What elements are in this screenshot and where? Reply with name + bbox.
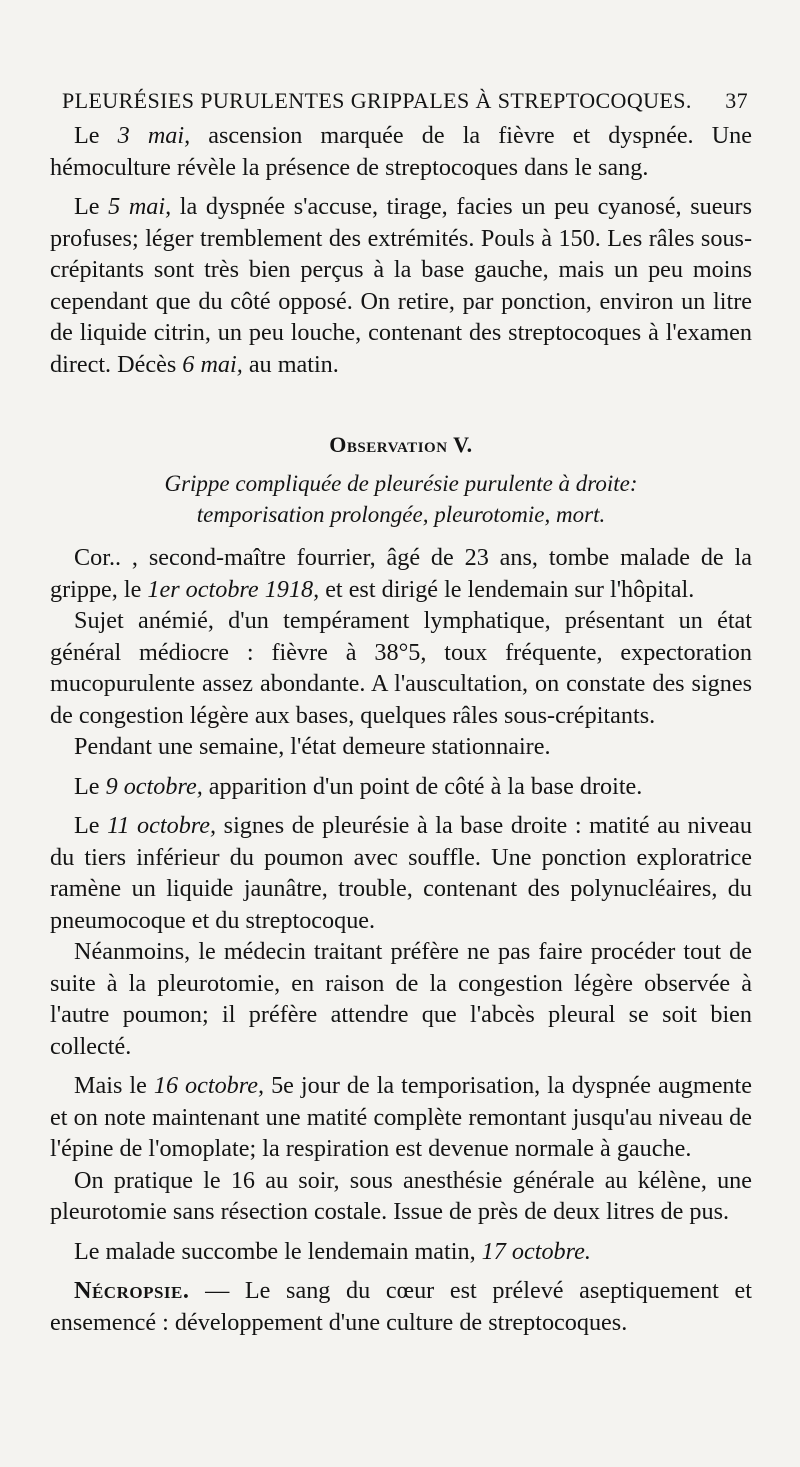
necropsy-label: Nécropsie. xyxy=(74,1277,190,1304)
date-5-mai: 5 mai, xyxy=(108,193,172,220)
paragraph-patient-intro xyxy=(50,542,752,605)
date-3-mai: 3 mai, xyxy=(117,122,191,149)
date-17-octobre: 17 octobre. xyxy=(481,1237,591,1265)
paragraph-necropsie xyxy=(50,1275,752,1338)
date-9-octobre: 9 octobre, xyxy=(105,772,203,800)
paragraph-text: et est dirigé le lendemain sur l'hôpital. xyxy=(319,575,695,603)
observation-heading: Observation V. xyxy=(329,432,473,457)
paragraph-pleurotomie: On pratique le 16 au soir, sous anesthésie générale au kélène, une pleurotomie sans résection costale. Issue de près de deux litres de pus. xyxy=(50,1166,752,1225)
paragraph-text: — Le sang du cœur est prélevé aseptiquement et ensemencé : développement d'une culture de streptocoques. xyxy=(50,1277,752,1336)
paragraph-11-octobre: Le 11 octobre, signes de pleurésie à la base droite : matité au niveau du tiers inférieur du poumon avec souffle. Une ponction exploratrice ramène un liquide jaunâtre, trouble, contenant des polynucléaires, du pneumocoque et du streptocoque. xyxy=(50,812,753,934)
page-number: 37 xyxy=(725,88,748,113)
running-header xyxy=(62,88,752,114)
paragraph-text: signes de pleurésie à la base droite : matité au niveau du tiers inférieur du poumon avec souffle. Une ponction exploratrice ramène un liquide jaunâtre, trouble, contenant des polynucléaires, du pneumocoque et du streptocoque. xyxy=(50,812,753,934)
running-title: PLEURÉSIES PURULENTES GRIPPALES À STREPTOCOQUES. xyxy=(62,88,692,113)
observation-subtitle xyxy=(50,468,752,530)
paragraph-text: au matin. xyxy=(242,350,339,378)
paragraph-text: apparition d'un point de côté à la base droite. xyxy=(202,772,643,800)
subtitle-line-2: temporisation prolongée, pleurotomie, mort. xyxy=(196,502,606,527)
paragraph-5-mai: Le 5 mai, la dyspnée s'accuse, tirage, facies un peu cyanosé, sueurs profuses; léger tremblement des extrémités. Pouls à 150. Les râles sous-crépitants sont très bien perçus à la base gauche, mais un peu moins cependant que du côté opposé. On retire, par ponction, environ un litre de liquide citrin, un peu louche, contenant des streptocoques à l'examen direct. Décès 6 mai, au matin. xyxy=(50,193,753,378)
date-16-octobre: 16 octobre, xyxy=(153,1072,265,1099)
date-6-mai: 6 mai, xyxy=(182,350,243,378)
paragraph-3-mai: Le 3 mai, ascension marquée de la fièvre et dyspnée. Une hémoculture révèle la présence de streptocoques dans le sang. xyxy=(50,122,753,181)
paragraph-text: ascension marquée de la fièvre et dyspnée. Une hémoculture révèle la présence de streptocoques dans le sang. xyxy=(50,122,753,181)
paragraph-stationary: Pendant une semaine, l'état demeure stationnaire. xyxy=(74,733,551,760)
paragraph-text: la dyspnée s'accuse, tirage, facies un peu cyanosé, sueurs profuses; léger tremblement des extrémités. Pouls à 150. Les râles sous-crépitants sont très bien perçus à la base gauche, mais un peu moins cependant que du côté opposé. On retire, par ponction, environ un litre de liquide citrin, un peu louche, contenant des streptocoques à l'examen direct. Décès xyxy=(50,193,753,378)
subtitle-line-1: Grippe compliquée de pleurésie purulente à droite: xyxy=(164,471,638,496)
paragraph-text: Cor.. , second-maître fourrier, âgé de 23 ans, tombe malade de la grippe, le xyxy=(50,544,752,603)
paragraph-text: 5e jour de la temporisation, la dyspnée augmente et on note maintenant une matité complète remontant jusqu'au niveau de l'épine de l'omoplate; la respiration est devenue normale à gauche. xyxy=(50,1072,752,1162)
paragraph-temporisation: Néanmoins, le médecin traitant préfère ne pas faire procéder tout de suite à la pleurotomie, en raison de la congestion légère observée à l'autre poumon; il préfère attendre que l'abcès pleural se soit bien collecté. xyxy=(50,938,752,1060)
paragraph-deces xyxy=(50,1236,752,1268)
paragraph-text: Mais le xyxy=(74,1072,154,1099)
paragraph-16-octobre xyxy=(50,1070,752,1165)
paragraph-patient-state: Sujet anémié, d'un tempérament lymphatique, présentant un état général médiocre : fièvre à 38°5, toux fréquente, expectoration mucopurulente assez abondante. A l'auscultation, on constate des signes de congestion légère aux bases, quelques râles sous-crépitants. xyxy=(50,607,752,729)
paragraph-9-octobre: Le 9 octobre, apparition d'un point de côté à la base droite. xyxy=(74,772,643,800)
date-1-octobre: 1er octobre 1918, xyxy=(147,575,320,603)
date-11-octobre: 11 octobre, xyxy=(107,812,217,839)
paragraph-text: Le malade succombe le lendemain matin, xyxy=(74,1237,482,1265)
